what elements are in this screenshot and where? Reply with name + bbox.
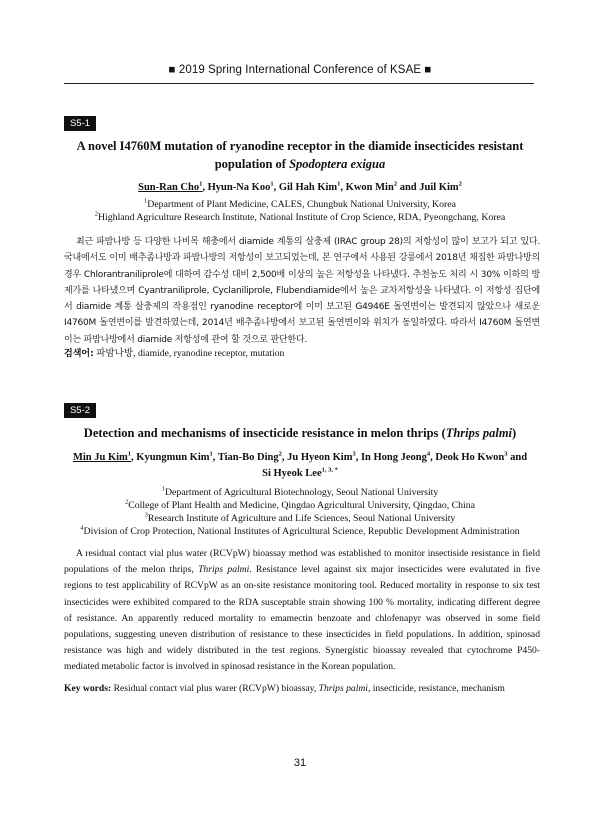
abstract1-title-line2 — [60, 155, 540, 173]
affiliation-line: $^4$Division of Crop Protection, National Institutes of Agricultural Science, Republic Development Administration — [80, 524, 520, 537]
author-name: Ju Hyeon Kim — [287, 452, 353, 463]
affiliation-line: $^1$Department of Agricultural Biotechnology, Seoul National University — [161, 485, 439, 498]
abstract2-title — [60, 424, 540, 442]
abstract-tag-s5-1: S5-1 — [64, 116, 96, 131]
author-sup: 2 — [278, 450, 282, 458]
author-sup: 2 — [393, 180, 398, 188]
abstract2-title-prefix: Detection and mechanisms of insecticide resistance in melon thrips ( — [83, 426, 446, 440]
affiliation-line: $^2$Highland Agriculture Research Institute, National Institute of Crop Science, RDA, Pyeongchang, Korea — [94, 210, 506, 223]
author-sup: 1, 3, * — [321, 466, 338, 474]
author-name: Hyun-Na Koo — [207, 182, 271, 193]
author-name: Kyungmun Kim — [136, 452, 210, 463]
abstract2-authors-line1: Min Ju Kim$^1$, Kyungmun Kim$^1$, Tian-Bo Ding$^2$, Ju Hyeon Kim$^3$, In Hong Jeong$^4$, Deok Ho Kwon$^3$ and — [72, 450, 528, 463]
author-sup: 4 — [426, 450, 431, 458]
author-sup: 3 — [504, 450, 508, 458]
abstract1-body: 최근 파밤나방 등 다양한 나비목 해충에서 diamide 계통의 살충제 (IRAC group 28)의 저항성이 많이 보고가 되고 있다. 국내에서도 이미 배추좀나방과 파밤나방의 저항성이 보고되었는데, 본 연구에서 사용된 강릉에서 2018년 채집한 파밤나방의 경우 Chlorantraniliprole에 대하여 감수성 대비 2,500배 이상의 높은 저항성을 나타냈다. 추천농도 처리 시 30% 이하의 방제가를 나타냈으며 Cyantraniliprole, Cyclaniliprole, Flubendiamide에서 높은 교차저항성을 나타냈다. 이 저항성 집단에서 diamide 계통 살충제의 작용점인 ryanodine receptor에 이미 보고된 G4946E 돌연변이는 발견되지 않았으나 새로운 I4760M 돌연변이를 발견하였는데, 2014년 배추좀나방에서 보고된 돌연변이와 위치가 동일하였다. 따라서 I4760M 돌연변이는 파밤나방에서 diamide 저항성에 관여 할 것으로 판단한다. — [64, 237, 540, 345]
abstract1-affiliations — [60, 198, 540, 224]
abstract1-authors: Sun-Ran Cho$^1$, Hyun-Na Koo$^1$, Gil Hah Kim$^1$, Kwon Min$^2$ and Juil Kim$^2$ — [138, 180, 462, 193]
abstract1-keywords — [64, 346, 540, 362]
conference-header: ■ 2019 Spring International Conference of KSAE ■ — [168, 64, 432, 76]
abstract2-title-species: Thrips palmi — [445, 426, 513, 440]
author-sup: 1 — [127, 450, 132, 458]
author-name: Deok Ho Kwon — [435, 452, 505, 463]
body-species: Thrips palmi — [198, 564, 250, 576]
author-name: Si Hyeok Lee — [262, 468, 322, 479]
keywords-label: Key words: — [64, 683, 112, 694]
author-sup: 3 — [352, 450, 356, 458]
abstract2-affiliations — [60, 486, 540, 538]
authors-and: and — [510, 452, 528, 463]
author-name: Kwon Min — [345, 182, 394, 193]
affiliation-line: $^3$Research Institute of Agriculture and Life Sciences, Seoul National University — [144, 511, 456, 524]
author-name: Gil Hah Kim — [278, 182, 338, 193]
affiliation-line: $^2$College of Plant Health and Medicine, Qingdao Agricultural University, Qingdao, China — [124, 498, 476, 511]
abstract-tag-s5-2: S5-2 — [64, 403, 96, 418]
author-name: Juil Kim — [419, 182, 459, 193]
author-name: Sun-Ran Cho — [138, 182, 200, 193]
author-name: In Hong Jeong — [360, 452, 427, 463]
page-number: 31 — [293, 757, 307, 769]
affiliation-line: $^1$Department of Plant Medicine, CALES, Chungbuk National University, Korea — [144, 197, 456, 210]
abstract1-title-prefix: population of — [214, 157, 290, 171]
header-divider — [64, 83, 534, 84]
author-name: Min Ju Kim — [72, 452, 128, 463]
author-sup: 1 — [199, 180, 203, 188]
author-sup: 1 — [270, 180, 274, 188]
author-sup: 1 — [209, 450, 213, 458]
author-sup: 2 — [458, 180, 462, 188]
abstract2-body: A residual contact vial plus water (RCVpW) bioassay method was established to monitor insectiside resistance in field populations of the melon thrips, Thrips palmi. Resistance level against six major insecticides were evalutated in five regions to test applicability of RCVpW as an on-site resistance monitoring tool. Reduced mortality in response to six test insecticides were exhibited compared to the RDA susceptable strain showing 100 % mortality, indicating different degree of resistance. An apparently reduced mortality to emamectin benzoate and chlofenapyr was observed in some field populations, suggesting uneven distribution of resistance to these insecticides in field populations. In addition, spinosad resistance was high and widely distributed in the test regions. Synergistic bioassay revealed that cytochrome P450-mediated metabolic factor is involved in spinosad resistance in the Korean population. — [64, 548, 540, 673]
abstract1-title — [60, 137, 540, 173]
abstract2-authors-line2 — [60, 466, 540, 482]
abstract2-title-suffix: ) — [512, 426, 517, 440]
keywords-label: 검색어: — [64, 349, 94, 359]
author-name: Tian-Bo Ding — [217, 452, 279, 463]
abstract1-title-line1: A novel I4760M mutation of ryanodine receptor in the diamide insecticides resistant — [76, 139, 524, 153]
author-sup: 1 — [337, 180, 341, 188]
keywords-species: Thrips palmi — [318, 683, 368, 694]
keywords-value: 파밤나방, diamide, ryanodine receptor, mutation — [93, 348, 285, 359]
abstract2-authors — [60, 450, 540, 482]
abstract1-title-species: Spodoptera exigua — [289, 157, 386, 171]
abstract2-keywords: Key words: Residual contact vial plus warer (RCVpW) bioassay, Thrips palmi, insecticide, resistance, mechanism — [64, 683, 505, 694]
